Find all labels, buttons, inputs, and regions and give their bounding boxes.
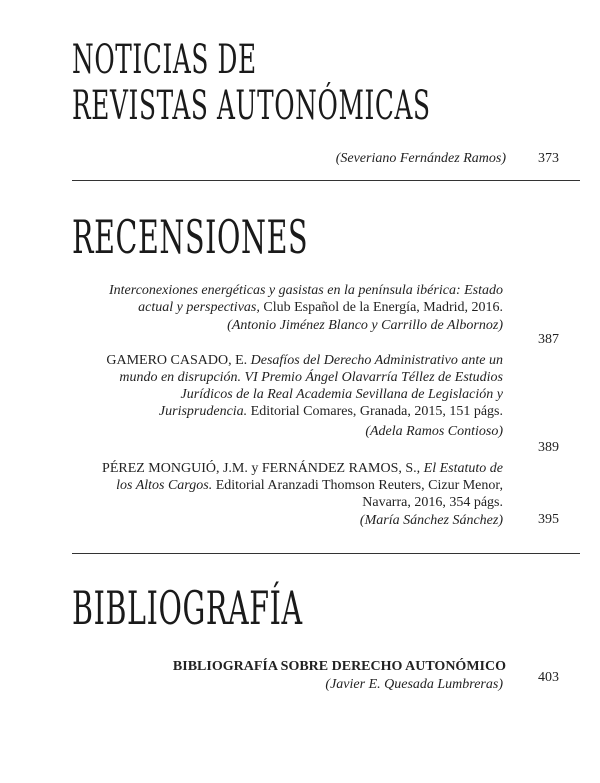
recension-entry: [90, 282, 503, 316]
recension-entry: [90, 460, 503, 511]
noticias-author: (Severiano Fernández Ramos): [335, 151, 506, 166]
recension-author: (María Sánchez Sánchez): [359, 513, 503, 528]
recension-page-number: 395: [538, 512, 559, 527]
section-title-noticias-line1: NOTICIAS DE: [72, 37, 257, 83]
recension-entry: [90, 352, 503, 420]
recension-author: (Adela Ramos Contioso): [365, 424, 503, 439]
entry-details: Club Español de la Energía, Madrid, 2016.: [259, 300, 503, 315]
bibliografia-page-number: 403: [538, 670, 559, 685]
noticias-page-number: 373: [538, 151, 559, 166]
entry-italic-title: Interconexiones energéticas y gasistas en la península ibérica: Estado actual y perspectivas,: [109, 283, 503, 315]
section-divider: [72, 180, 580, 181]
entry-details: Editorial Comares, Granada, 2015, 151 págs.: [247, 404, 503, 419]
recension-author: (Antonio Jiménez Blanco y Carrillo de Albornoz): [227, 318, 503, 333]
recension-page-number: 387: [538, 332, 559, 347]
section-title-recensiones: RECENSIONES: [72, 210, 309, 264]
recension-page-number: 389: [538, 440, 559, 455]
entry-details: Editorial Aranzadi Thomson Reuters, Cizur Menor, Navarra, 2016, 354 págs.: [212, 478, 503, 510]
section-title-bibliografia: BIBLIOGRAFÍA: [72, 581, 303, 635]
section-title-noticias-line2: REVISTAS AUTONÓMICAS: [72, 83, 431, 129]
entry-italic-title: Desafíos del Derecho Administrativo ante un mundo en disrupción. VI Premio Ángel Olavarría Téllez de Estudios Jurídicos de la Real Academia Sevillana de Legislación y Jurisprudencia.: [119, 353, 503, 419]
bibliografia-author: (Javier E. Quesada Lumbreras): [325, 677, 503, 692]
entry-italic-title: El Estatuto de los Altos Cargos.: [116, 461, 503, 493]
entry-prefix: PÉREZ MONGUIÓ, J.M. y FERNÁNDEZ RAMOS, S.,: [102, 461, 424, 476]
bibliografia-entry-title: BIBLIOGRAFÍA SOBRE DERECHO AUTONÓMICO: [172, 659, 506, 674]
entry-prefix: GAMERO CASADO, E.: [106, 353, 251, 368]
section-divider: [72, 553, 580, 554]
